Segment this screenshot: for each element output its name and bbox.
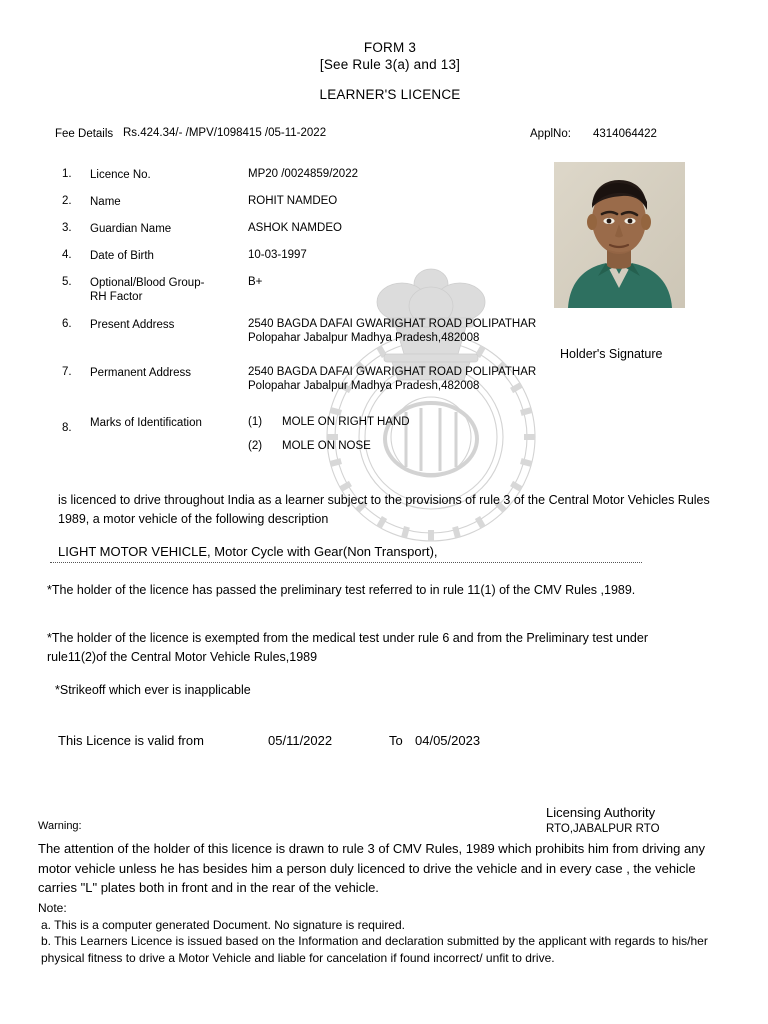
preliminary-test-statement: *The holder of the licence has passed the preliminary test referred to in rule 11(1) of the CMV Rules ,1989. bbox=[47, 583, 636, 597]
field-value: ROHIT NAMDEO bbox=[248, 195, 338, 207]
field-label: Date of Birth bbox=[90, 250, 154, 262]
strikeoff-note: *Strikeoff which ever is inapplicable bbox=[55, 683, 251, 697]
validity-label: This Licence is valid from bbox=[58, 733, 204, 748]
document-title: LEARNER'S LICENCE bbox=[319, 87, 461, 102]
mark-index: (1) bbox=[248, 416, 263, 428]
field-number: 1. bbox=[62, 168, 72, 180]
list-item bbox=[248, 416, 538, 440]
table-row bbox=[62, 222, 532, 249]
licenced-statement: is licenced to drive throughout India as a learner subject to the provisions of rule 3 of the Central Motor Vehicles Rules 1989, a motor vehicle of the following description bbox=[58, 493, 710, 526]
field-number: 7. bbox=[62, 366, 72, 378]
holder-photo bbox=[554, 162, 685, 308]
field-value: 2540 BAGDA DAFAI GWARIGHAT ROAD POLIPATHAR Polopahar Jabalpur Madhya Pradesh,482008 bbox=[248, 318, 537, 344]
form-number: FORM 3 bbox=[363, 40, 417, 55]
table-row bbox=[62, 276, 532, 318]
holder-signature-label: Holder's Signature bbox=[560, 347, 663, 361]
field-label: Name bbox=[90, 196, 121, 208]
field-value: B+ bbox=[248, 276, 263, 288]
list-item bbox=[248, 440, 538, 464]
field-number: 8. bbox=[62, 422, 72, 434]
field-number: 6. bbox=[62, 318, 72, 330]
licensing-authority-title: Licensing Authority bbox=[546, 805, 656, 820]
rule-reference: [See Rule 3(a) and 13] bbox=[319, 57, 461, 72]
field-number: 2. bbox=[62, 195, 72, 207]
field-value: 10-03-1997 bbox=[248, 249, 307, 261]
note-label: Note: bbox=[38, 901, 67, 915]
field-label: Present Address bbox=[90, 319, 175, 331]
warning-text: The attention of the holder of this licence is drawn to rule 3 of CMV Rules, 1989 which prohibits him from driving any motor vehicle unless he has besides him a person duly licenced to drive the vehicle and in every case , the vehicle carries "L" plates both in front and in the rear of the vehicle. bbox=[38, 841, 705, 895]
identification-marks-list bbox=[248, 416, 538, 464]
table-row bbox=[62, 318, 537, 366]
validity-to-date: 04/05/2023 bbox=[415, 733, 481, 748]
dotted-rule bbox=[50, 562, 642, 563]
table-row bbox=[62, 366, 537, 416]
field-value: ASHOK NAMDEO bbox=[248, 222, 342, 234]
field-label: Marks of Identification bbox=[90, 417, 202, 429]
vehicle-class-value: LIGHT MOTOR VEHICLE, Motor Cycle with Gear(Non Transport), bbox=[58, 544, 438, 559]
table-row bbox=[62, 249, 532, 276]
table-row bbox=[62, 168, 532, 195]
field-label: Permanent Address bbox=[90, 367, 192, 379]
application-no-value: 4314064422 bbox=[593, 128, 657, 140]
field-number: 3. bbox=[62, 222, 72, 234]
licensing-authority-name: RTO,JABALPUR RTO bbox=[546, 823, 660, 835]
field-label: Licence No. bbox=[90, 169, 151, 181]
mark-index: (2) bbox=[248, 440, 263, 452]
field-number: 5. bbox=[62, 276, 72, 288]
table-row bbox=[62, 416, 532, 466]
field-value: MP20 /0024859/2022 bbox=[248, 168, 358, 180]
fee-details-value: Rs.424.34/- /MPV/1098415 /05-11-2022 bbox=[123, 127, 327, 139]
validity-to-label: To bbox=[389, 733, 403, 748]
field-label: Guardian Name bbox=[90, 223, 172, 235]
mark-text: MOLE ON RIGHT HAND bbox=[282, 416, 410, 428]
field-value: 2540 BAGDA DAFAI GWARIGHAT ROAD POLIPATHAR Polopahar Jabalpur Madhya Pradesh,482008 bbox=[248, 366, 537, 392]
mark-text: MOLE ON NOSE bbox=[282, 440, 371, 452]
medical-exemption-statement: *The holder of the licence is exempted from the medical test under rule 6 and from the Preliminary test under rule11(2)of the Central Motor Vehicle Rules,1989 bbox=[47, 631, 648, 664]
application-no-label: ApplNo: bbox=[530, 128, 571, 140]
validity-from-date: 05/11/2022 bbox=[268, 733, 333, 748]
licence-details-table bbox=[62, 168, 537, 466]
warning-label: Warning: bbox=[38, 820, 82, 832]
note-item-b: b. This Learners Licence is issued based on the Information and declaration submitted by the applicant with regards to his/her physical fitness to drive a Motor Vehicle and liable for cancelation if found incorrect/ unfit to drive. bbox=[41, 934, 708, 965]
field-label: Optional/Blood Group-RH Factor bbox=[90, 277, 205, 303]
table-row bbox=[62, 195, 532, 222]
fee-details-label: Fee Details bbox=[55, 128, 114, 140]
note-item-a: a. This is a computer generated Document. No signature is required. bbox=[41, 918, 405, 932]
field-number: 4. bbox=[62, 249, 72, 261]
